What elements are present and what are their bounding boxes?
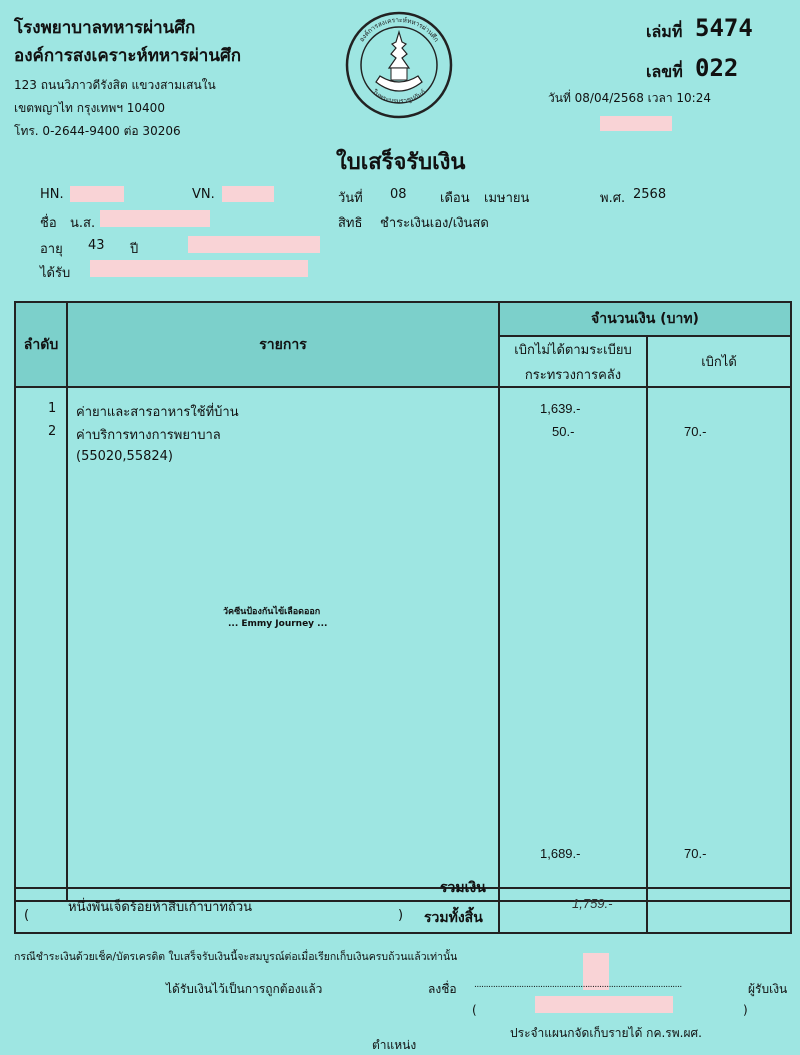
column-header-items: รายการ [67,302,499,387]
spacer-cell [647,888,791,900]
open-paren: ( [24,907,30,923]
vn-label: VN. [192,187,215,202]
payment-note: กรณีชำระเงินด้วยเช็ค/บัตรเครดิต ใบเสร็จรับเงินนี้จะสมบูรณ์ต่อเมื่อเรียกเก็บเงินครบถ้วนแล้วเท่านั้น [14,951,458,963]
subtotal-label: รวมเงิน [440,880,486,897]
subtotal-nonclaim: 1,689.- [540,846,581,862]
row-1-nonclaim: 1,639.- [540,401,581,417]
receiver-label: ผู้รับเงิน [748,982,788,996]
claim-cell [647,387,791,888]
month-label: เดือน [440,191,470,206]
nonclaim-header-line-1: เบิกไม่ได้ตามระเบียบ [514,342,632,358]
close-paren: ) [398,907,404,923]
age-unit: ปี [130,242,139,257]
row-2-claim: 70.- [684,424,707,440]
promo-line-1: วัคซีนป้องกันไข้เลือดออก [223,607,321,618]
year-value: 2568 [633,187,667,202]
row-1-item: ค่ายาและสารอาหารใช้ที่บ้าน [76,405,239,421]
position-label: ตำแหน่ง [372,1038,417,1052]
seal-text-top: องค์การสงเคราะห์ทหารผ่านศึก [357,15,441,44]
sign-close-paren: ) [743,1003,748,1017]
total-label: รวมทั้งสิ้น [424,909,483,926]
amount-in-words: หนึ่งพันเจ็ดร้อยห้าสิบเก้าบาทถ้วน [68,899,253,915]
no-cell [15,387,67,888]
redaction-box [222,186,274,202]
department-text: ประจำแผนกจัดเก็บรายได้ กค.รพ.ผศ. [510,1026,702,1040]
sign-open-paren: ( [472,1003,477,1017]
total-value: 1,759.- [572,895,613,911]
month-value: เมษายน [484,191,530,206]
total-value-cell [499,895,647,933]
received-from-label: ได้รับ [40,266,71,281]
spacer-cell [15,888,67,900]
name-label: ชื่อ [40,216,57,231]
total-claim-cell [647,901,791,933]
issue-datetime: วันที่ 08/04/2568 เวลา 10:24 [548,91,711,105]
redaction-box [535,996,673,1013]
year-label: พ.ศ. [600,191,626,206]
redaction-box [100,210,210,227]
redaction-box [90,260,308,277]
total-words-cell [15,901,499,933]
nonclaim-cell [499,387,647,888]
org-name: องค์การสงเคราะห์ทหารผ่านศึก [14,46,242,66]
organization-seal-icon [344,10,454,120]
age-value: 43 [88,238,105,253]
column-header-claimable: เบิกได้ [647,336,791,387]
rights-label: สิทธิ [338,216,363,231]
redaction-box [70,186,124,202]
number-label: เลขที่ [646,62,683,81]
row-2-no: 2 [48,424,57,440]
address-line-1: 123 ถนนวิภาวดีรังสิต แขวงสามเสนใน [14,78,216,92]
nonclaim-header-line-2: กระทรวงการคลัง [524,367,622,383]
phone-number: โทร. 0-2644-9400 ต่อ 30206 [14,124,181,138]
sign-label: ลงชื่อ [428,982,457,996]
day-value: 08 [390,187,407,202]
age-label: อายุ [40,242,63,257]
subtotal-claim: 70.- [684,846,707,862]
address-line-2: เขตพญาไท กรุงเทพฯ 10400 [14,101,165,115]
promo-line-2: ... Emmy Journey ... [228,619,328,630]
hospital-name: โรงพยาบาลทหารผ่านศึก [14,18,196,38]
row-2-item: ค่าบริการทางการพยาบาล [76,428,221,444]
book-label: เล่มที่ [646,22,683,41]
hn-label: HN. [40,187,64,202]
column-header-amount: จำนวนเงิน (บาท) [499,302,791,336]
receipt-title: ใบเสร็จรับเงิน [336,150,466,175]
row-2-nonclaim: 50.- [552,424,575,440]
day-label: วันที่ [338,191,363,206]
item-note: (55020,55824) [76,449,173,465]
seal-text-bottom: ในพระบรมราชูปถัมภ์ [370,88,428,106]
row-1-no: 1 [48,401,57,417]
items-cell [67,387,499,897]
book-number: 5474 [695,14,753,42]
redaction-box [188,236,320,253]
column-header-nonclaimable [499,336,647,387]
rights-value: ชำระเงินเอง/เงินสด [380,216,489,231]
redaction-box [600,116,672,131]
receipt-number: 022 [695,54,739,82]
receipt-table [14,301,792,934]
received-correct-text: ได้รับเงินไว้เป็นการถูกต้องแล้ว [166,982,323,996]
signature-line: ........................................................................................ [474,980,682,990]
column-header-no: ลำดับ [15,302,67,387]
name-prefix: น.ส. [70,216,96,231]
